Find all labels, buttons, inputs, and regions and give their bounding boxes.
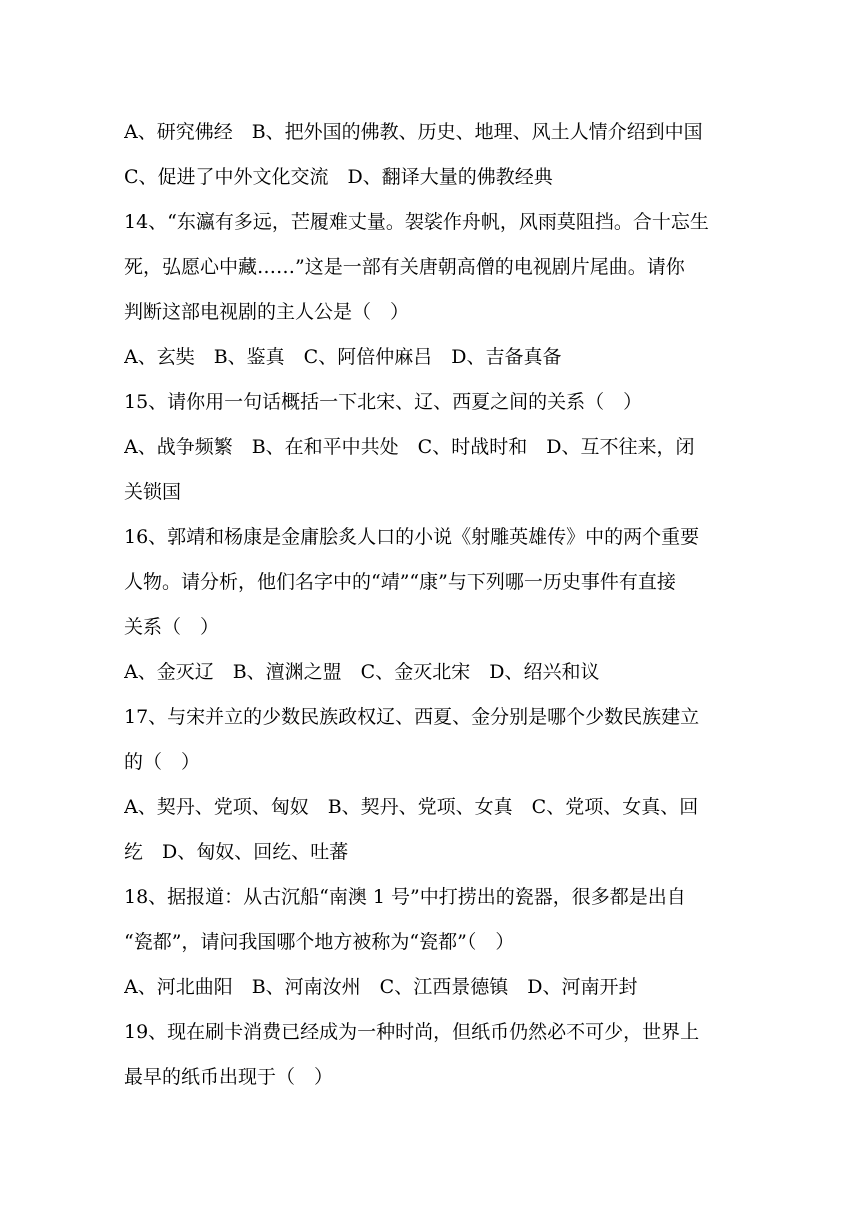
q15-options-line-2: 关锁国 xyxy=(124,481,182,503)
q18-options: A、河北曲阳 B、河南汝州 C、江西景德镇 D、河南开封 xyxy=(124,976,638,998)
q17-question-line-2: 的（ ） xyxy=(124,751,201,773)
q16-question-line-3: 关系（ ） xyxy=(124,616,220,638)
q15-question: 15、请你用一句话概括一下北宋、辽、西夏之间的关系（ ） xyxy=(124,391,643,413)
q17-options-line-2: 纥 D、匈奴、回纥、吐蕃 xyxy=(124,841,349,863)
q14-options: A、玄奘 B、鉴真 C、阿倍仲麻吕 D、吉备真备 xyxy=(124,346,562,368)
q17-options-line-1: A、契丹、党项、匈奴 B、契丹、党项、女真 C、党项、女真、回 xyxy=(124,796,699,818)
q16-question-line-1: 16、郭靖和杨康是金庸脍炙人口的小说《射雕英雄传》中的两个重要 xyxy=(124,526,700,548)
q13-options-line-1: A、研究佛经 B、把外国的佛教、历史、地理、风土人情介绍到中国 xyxy=(124,121,703,143)
q14-question-line-1: 14、“东瀛有多远，芒履难丈量。袈裟作舟帆，风雨莫阻挡。合十忘生 xyxy=(124,211,709,233)
document-body xyxy=(124,110,736,1100)
q19-question-line-2: 最早的纸币出现于（ ） xyxy=(124,1066,334,1088)
q16-question-line-2: 人物。请分析，他们名字中的“靖”“康”与下列哪一历史事件有直接 xyxy=(124,571,676,593)
q18-question-line-1: 18、据报道：从古沉船“南澳 1 号”中打捞出的瓷器，很多都是出自 xyxy=(124,886,686,908)
q16-options: A、金灭辽 B、澶渊之盟 C、金灭北宋 D、绍兴和议 xyxy=(124,661,600,683)
q17-question-line-1: 17、与宋并立的少数民族政权辽、西夏、金分别是哪个少数民族建立 xyxy=(124,706,700,728)
q14-question-line-3: 判断这部电视剧的主人公是（ ） xyxy=(124,301,410,323)
q13-options-line-2: C、促进了中外文化交流 D、翻译大量的佛教经典 xyxy=(124,166,553,188)
q14-question-line-2: 死，弘愿心中藏……”这是一部有关唐朝高僧的电视剧片尾曲。请你 xyxy=(124,256,685,278)
q19-question-line-1: 19、现在刷卡消费已经成为一种时尚，但纸币仍然必不可少，世界上 xyxy=(124,1021,700,1043)
q15-options-line-1: A、战争频繁 B、在和平中共处 C、时战时和 D、互不往来，闭 xyxy=(124,436,695,458)
q18-question-line-2: “瓷都”，请问我国哪个地方被称为“瓷都”（ ） xyxy=(124,931,515,953)
